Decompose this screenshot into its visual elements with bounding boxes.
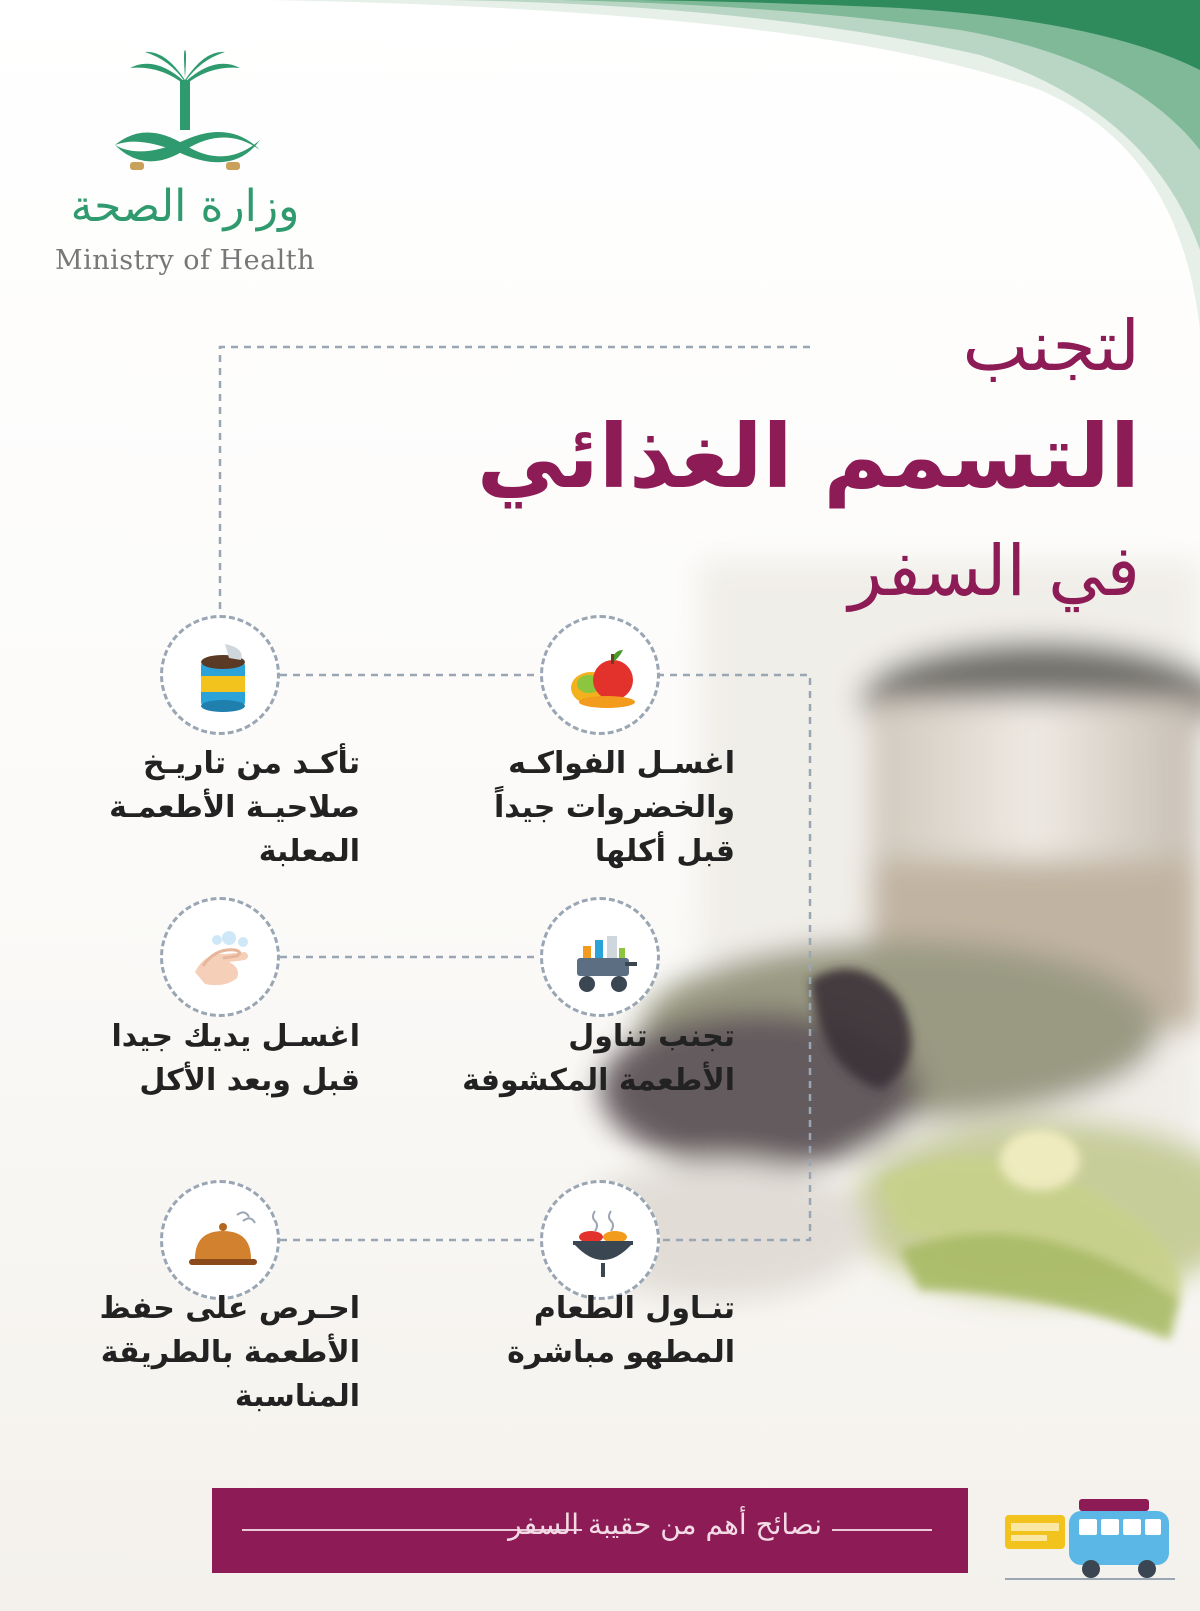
tip-6-line-2: الأطعمة بالطريقة — [100, 1335, 360, 1370]
title-line-3: في السفر — [848, 530, 1140, 612]
tip-4-text — [112, 1015, 361, 1103]
tip-4-icon-circle — [160, 897, 280, 1017]
tip-2-icon-circle — [160, 615, 280, 735]
tip-5-icon-circle — [540, 1180, 660, 1300]
tip-5-line-1: تنـاول الطعام — [533, 1291, 735, 1326]
ministry-logo — [50, 50, 320, 280]
canned-food-icon — [185, 640, 261, 716]
tip-4-line-1: اغسـل يديك جيدا — [111, 1019, 360, 1054]
tip-5-text — [507, 1287, 735, 1375]
tip-3-line-2: الأطعمة المكشوفة — [462, 1063, 735, 1098]
tip-2-text — [109, 742, 360, 874]
tip-2-line-1: تأكـد من تاريـخ — [143, 746, 360, 781]
tip-1-line-2: والخضروات جيداً — [493, 790, 735, 825]
tip-2-line-2: صلاحيـة الأطعمـة — [109, 790, 360, 825]
tip-6-icon-circle — [160, 1180, 280, 1300]
tip-3-text — [462, 1015, 735, 1103]
grill-icon — [565, 1205, 641, 1281]
footer-divider-right — [832, 1529, 932, 1531]
fruits-vegetables-icon — [565, 640, 641, 716]
title-line-2: التسمم الغذائي — [476, 405, 1140, 508]
palm-crossed-swords-icon — [85, 50, 285, 180]
tip-6-line-1: احـرص على حفظ — [99, 1291, 360, 1326]
logo-name-english: Ministry of Health — [54, 245, 316, 276]
tip-5-line-2: المطهو مباشرة — [507, 1335, 735, 1370]
travel-bus-icon — [1005, 1485, 1175, 1585]
tip-4-line-2: قبل وبعد الأكل — [139, 1063, 360, 1098]
hand-washing-icon — [185, 922, 261, 998]
tip-1-line-3: قبل أكلها — [594, 834, 735, 869]
tip-2-line-3: المعلبة — [258, 834, 360, 869]
food-cart-icon — [565, 922, 641, 998]
tip-1-line-1: اغسـل الفواكـه — [508, 746, 735, 781]
footer-text: نصائح أهم من حقيبة السفر — [508, 1508, 822, 1541]
tip-6-line-3: المناسبة — [234, 1379, 360, 1414]
tip-3-line-1: تجنب تناول — [568, 1019, 735, 1054]
tip-3-icon-circle — [540, 897, 660, 1017]
food-cloche-icon — [185, 1205, 261, 1281]
tip-6-text — [100, 1287, 361, 1419]
footer-banner — [212, 1488, 968, 1573]
tip-1-text — [494, 742, 735, 874]
title-line-1: لتجنب — [962, 305, 1140, 387]
logo-name-arabic: وزارة الصحة — [70, 181, 300, 232]
tip-1-icon-circle — [540, 615, 660, 735]
